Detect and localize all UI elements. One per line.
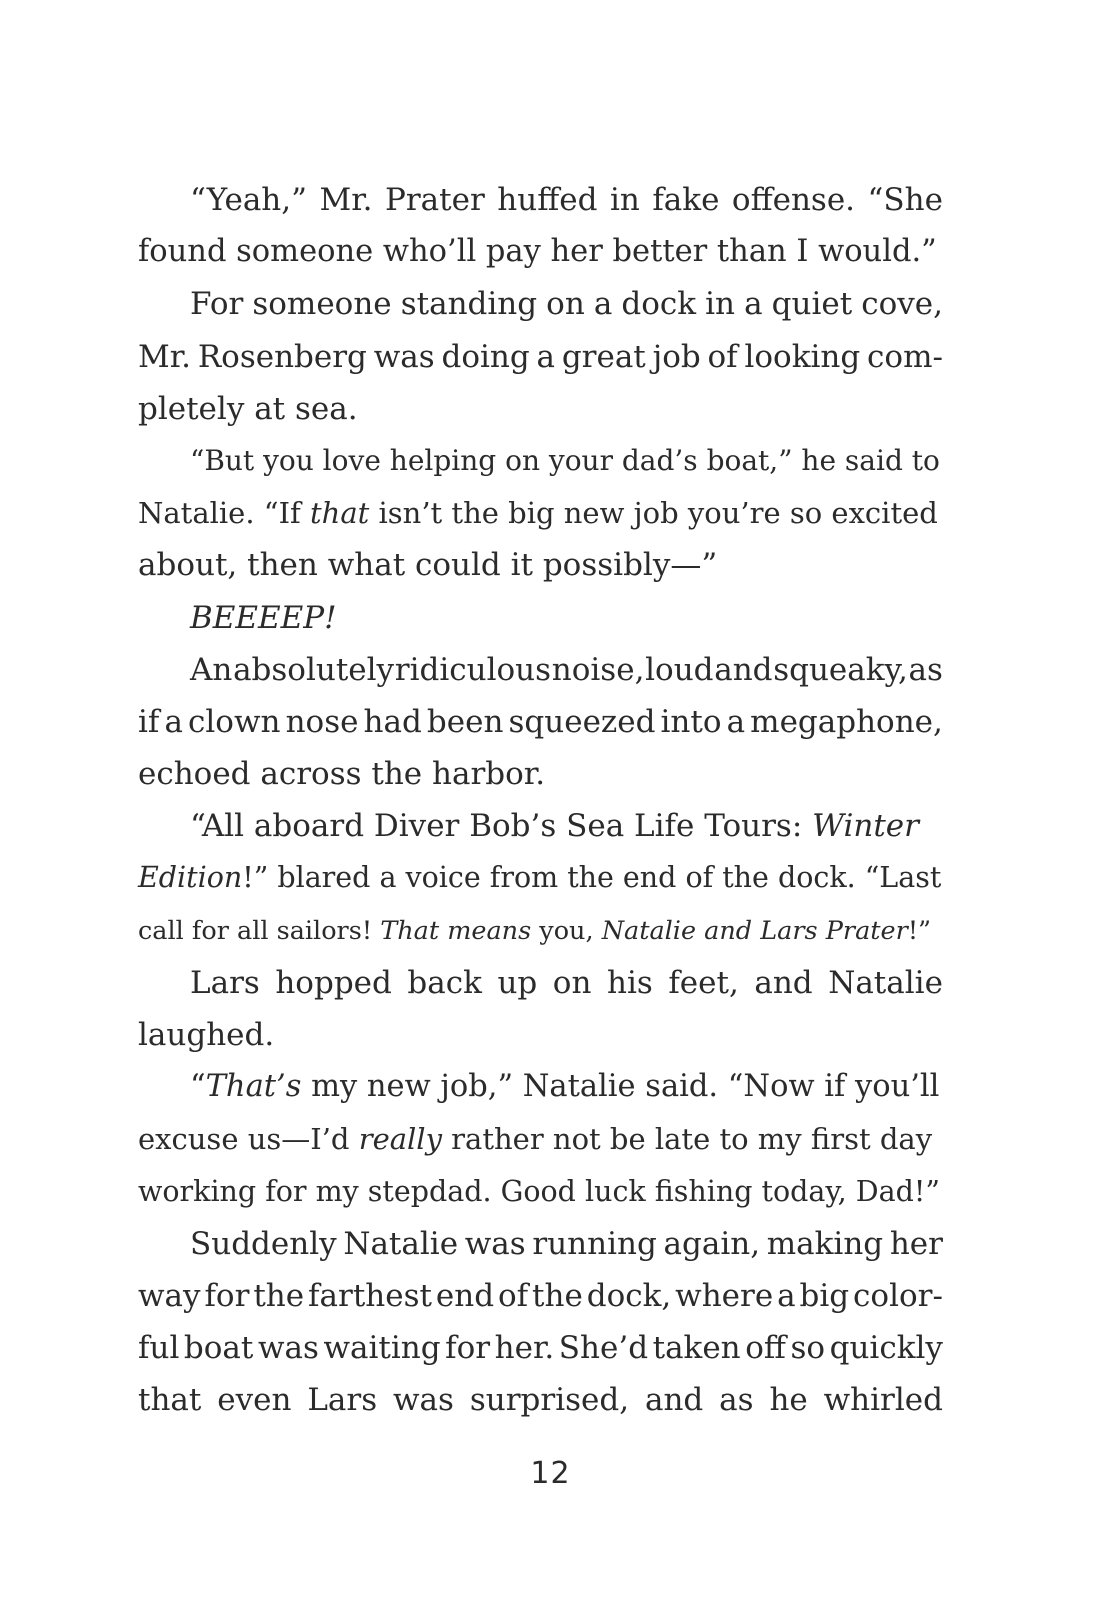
word: was [393, 1382, 454, 1419]
page-number: 12 [530, 1456, 571, 1491]
word: been [426, 703, 504, 740]
word: again, [663, 1225, 761, 1262]
text-line [138, 1218, 943, 1270]
text-segment: you, [531, 915, 602, 946]
word: so [790, 1330, 826, 1367]
word: of [497, 1277, 529, 1314]
word: even [217, 1382, 292, 1419]
text-segment: found someone who’ll pay her better than I would.” [138, 234, 937, 270]
word: dock [621, 286, 697, 323]
word: making [766, 1225, 884, 1262]
word: job [652, 338, 701, 375]
italic-text: Winter [812, 808, 919, 845]
text-line [138, 852, 943, 904]
word: a [726, 703, 746, 740]
italic-text: really [358, 1122, 442, 1157]
word: her. [494, 1330, 555, 1367]
text-segment: “All aboard Diver Bob’s Sea Life Tours: [190, 808, 813, 845]
italic-text: Natalie and Lars Prater [601, 915, 908, 946]
italic-text: that [310, 496, 370, 531]
word: She’d [558, 1330, 649, 1367]
word: as [719, 1382, 754, 1419]
word: For [190, 286, 244, 323]
line-text [190, 1218, 943, 1270]
word: quickly [829, 1330, 943, 1367]
word: on [552, 964, 592, 1001]
word: and [644, 1382, 704, 1419]
word: back [407, 964, 482, 1001]
text-line [138, 435, 943, 487]
word: end [435, 1277, 495, 1314]
text-segment: Natalie. “If [138, 496, 310, 531]
text-segment: rather not be late to my first day [441, 1122, 933, 1157]
word: color- [853, 1277, 943, 1314]
word: and [714, 651, 773, 688]
word: absolutely [233, 651, 395, 688]
word: feet, [668, 964, 739, 1001]
word: whirled [823, 1382, 943, 1419]
word: ridiculous [394, 651, 552, 688]
word: great [561, 338, 646, 375]
italic-text: That means [380, 915, 532, 946]
word: loud [645, 651, 714, 688]
text-line [138, 1374, 943, 1426]
italic-text: Edition [138, 861, 243, 895]
word: cove, [861, 286, 943, 323]
word: An [190, 651, 233, 688]
word: farthest [308, 1277, 432, 1314]
line-text [138, 331, 943, 383]
text-line [138, 226, 943, 278]
word: he [769, 1382, 808, 1419]
word: Lars [307, 1382, 378, 1419]
line-text [138, 1270, 943, 1322]
word: boat [183, 1330, 254, 1367]
word: and [754, 964, 813, 1001]
word: quiet [771, 286, 853, 323]
text-line [138, 539, 943, 591]
text-line [138, 1113, 943, 1165]
text-line [138, 748, 943, 800]
word: a [744, 286, 763, 323]
line-text [190, 174, 943, 226]
text-line [138, 905, 943, 957]
word: nose [285, 703, 359, 740]
italic-text: That’s [205, 1069, 302, 1105]
word: a [593, 286, 613, 323]
word: taken [652, 1330, 741, 1367]
word: Prater [385, 182, 485, 218]
word: on [546, 286, 585, 323]
word: of [707, 338, 738, 375]
word: was [464, 1225, 526, 1262]
word: running [532, 1225, 657, 1262]
word: squeezed [508, 703, 656, 740]
word: standing [400, 286, 538, 323]
line-text [190, 278, 943, 330]
word: waiting [323, 1330, 441, 1367]
word: big [799, 1277, 850, 1314]
italic-text: BEEEEP! [190, 599, 337, 636]
word: megaphone, [750, 703, 943, 740]
text-segment: about, then what could it possibly—” [138, 547, 718, 584]
word: clown [188, 703, 281, 740]
word: had [363, 703, 422, 740]
word: “She [867, 182, 943, 218]
word: that [138, 1382, 202, 1419]
text-line [138, 278, 943, 330]
word: hopped [275, 964, 392, 1001]
word: Natalie [343, 1225, 459, 1262]
text-segment: excuse us—I’d [138, 1122, 359, 1157]
text-segment: !” blared a voice from the end of the dock. “Last [242, 861, 942, 895]
word: com- [867, 338, 943, 375]
text-segment: !” [907, 915, 932, 946]
text-line [138, 1009, 943, 1061]
word: in [705, 286, 736, 323]
word: Rosenberg [197, 338, 367, 375]
text-line [138, 174, 943, 226]
text-line [138, 592, 943, 644]
text-segment: “But you love helping on your dad’s boat,” he said to [190, 443, 940, 477]
line-text [138, 1322, 943, 1374]
word: into [660, 703, 722, 740]
word: looking [744, 338, 861, 375]
line-text [138, 696, 943, 748]
word: for [204, 1277, 250, 1314]
text-line [138, 957, 943, 1009]
word: noise, [551, 651, 645, 688]
text-line [138, 1166, 943, 1218]
text-line [138, 696, 943, 748]
word: his [606, 964, 653, 1001]
word: someone [252, 286, 392, 323]
word: way [138, 1277, 201, 1314]
word: ful [138, 1330, 180, 1367]
word: was [373, 338, 435, 375]
text-line [138, 1270, 943, 1322]
word: the [532, 1277, 583, 1314]
word: if [138, 703, 160, 740]
text-segment: echoed across the harbor. [138, 756, 546, 793]
word: Mr. [138, 338, 192, 375]
text-line [138, 331, 943, 383]
word: surprised, [469, 1382, 630, 1419]
word: where [675, 1277, 774, 1314]
line-text [138, 1374, 943, 1426]
word: Lars [190, 964, 260, 1001]
word: “Yeah,” [190, 182, 307, 218]
word: a [164, 703, 183, 740]
text-line [138, 383, 943, 435]
word: Mr. [319, 182, 373, 218]
word: as [908, 651, 943, 688]
text-segment: laughed. [138, 1017, 275, 1053]
text-segment: working for my stepdad. Good luck fishing today, Dad!” [138, 1174, 940, 1208]
word: dock, [586, 1277, 672, 1314]
line-text [190, 644, 943, 696]
word: fake [652, 182, 720, 218]
text-line [138, 644, 943, 696]
word: offense. [731, 182, 856, 218]
word: her [889, 1225, 943, 1262]
text-line [138, 1061, 943, 1113]
word: off [745, 1330, 786, 1367]
word: in [609, 182, 640, 218]
text-segment: “ [190, 1069, 206, 1105]
word: a [536, 338, 555, 375]
word: for [445, 1330, 491, 1367]
text-segment: pletely at sea. [138, 390, 358, 427]
word: squeaky, [773, 651, 908, 688]
body-text [138, 174, 943, 1427]
text-line [138, 800, 943, 852]
word: was [257, 1330, 319, 1367]
text-line [138, 487, 943, 539]
word: a [777, 1277, 796, 1314]
word: doing [441, 338, 530, 375]
line-text [190, 957, 943, 1009]
text-line [138, 1322, 943, 1374]
word: the [253, 1277, 305, 1314]
word: Suddenly [190, 1225, 337, 1262]
word: huffed [497, 182, 598, 218]
word: up [497, 964, 538, 1001]
text-segment: call for all sailors! [138, 915, 381, 946]
word: Natalie [828, 964, 943, 1001]
text-segment: isn’t the big new job you’re so excited [369, 496, 938, 531]
text-segment: my new job,” Natalie said. “Now if you’ll [301, 1069, 940, 1105]
